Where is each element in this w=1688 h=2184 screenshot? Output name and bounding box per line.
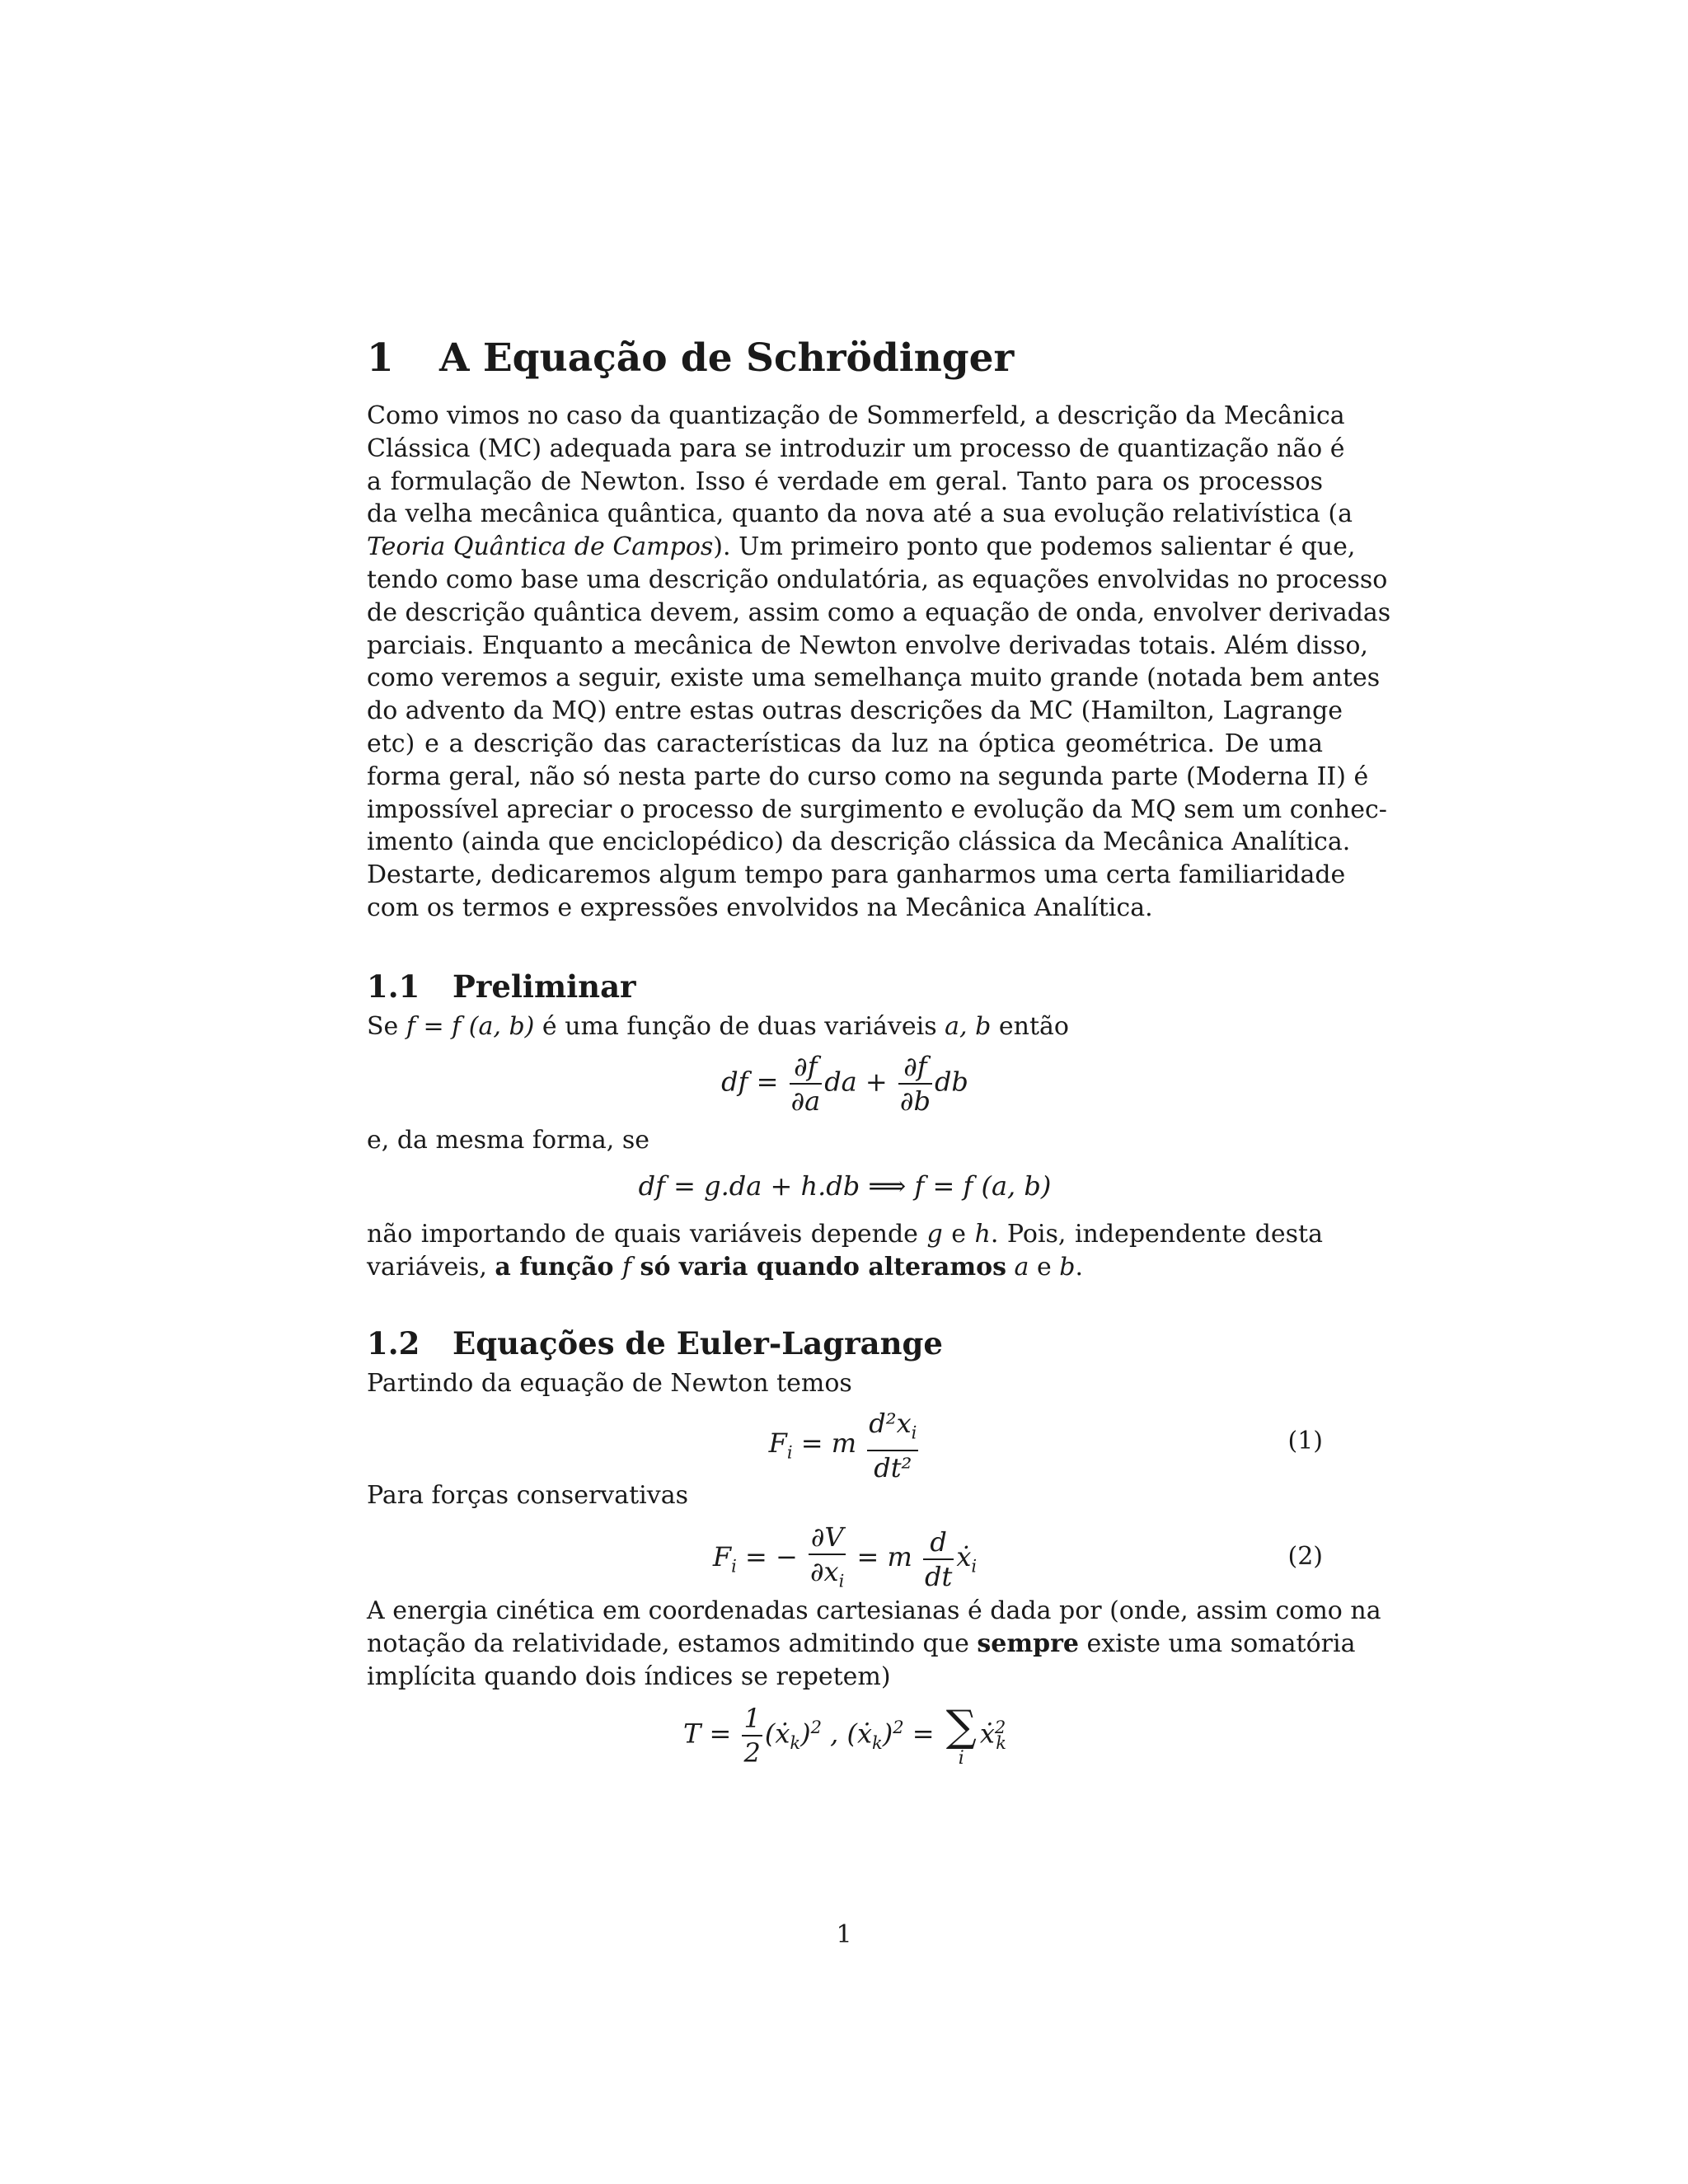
equation-implication: df = g.da + h.db ⟹ f = f (a, b) bbox=[638, 1169, 1052, 1202]
equation-1-newton: $F_i = m$ $\frac{d^2x_i}{\text{dt²}}$ (1) bbox=[768, 1408, 1323, 1483]
euler-text-3: A energia cinética em coordenadas cartesianas é dada por (onde, assim como na notação da relatividade, estamos admitindo que sempre existe uma somatória implícita quando dois índices se repetem) bbox=[367, 1596, 1381, 1691]
intro-line: de descrição quântica devem, assim como a equação de onda, envolver derivadas bbox=[367, 598, 1391, 627]
equation-number: (2) bbox=[1287, 1542, 1323, 1572]
intro-line: Destarte, dedicaremos algum tempo para ganharmos uma certa familiaridade bbox=[367, 860, 1346, 890]
intro-line: Teoria Quântica de Campos). Um primeiro ponto que podemos salientar é que, bbox=[367, 532, 1356, 562]
page-number: 1 bbox=[836, 1920, 852, 1949]
intro-line: parciais. Enquanto a mecânica de Newton envolve derivadas totais. Além disso, bbox=[367, 630, 1368, 660]
intro-line: do advento da MQ) entre estas outras descrições da MC (Hamilton, Lagrange bbox=[367, 696, 1343, 726]
equation-2-conservative: $F_i$ = − $\frac{\partial V}{\partial x_i}$ = m $\frac{d}{dt}$ ẋ$_i$ (2) bbox=[712, 1521, 1323, 1593]
preliminar-text-2: e, da mesma forma, se bbox=[367, 1125, 649, 1155]
intro-line: Clássica (MC) adequada para se introduzir um processo de quantização não é bbox=[367, 434, 1345, 463]
intro-line: imento (ainda que enciclopédico) da descrição clássica da Mecânica Analítica. bbox=[367, 827, 1351, 857]
intro-line: a formulação de Newton. Isso é verdade em geral. Tanto para os processos bbox=[367, 466, 1323, 496]
intro-line: forma geral, não só nesta parte do curso como na segunda parte (Moderna II) é bbox=[367, 762, 1369, 791]
euler-text-2: Para forças conservativas bbox=[367, 1481, 688, 1511]
intro-line: com os termos e expressões envolvidos na Mecânica Analítica. bbox=[367, 893, 1153, 922]
intro-line: impossível apreciar o processo de surgimento e evolução da MQ sem um conhec- bbox=[367, 794, 1387, 824]
intro-paragraph bbox=[367, 400, 1391, 925]
euler-text-1: Partindo da equação de Newton temos bbox=[367, 1369, 852, 1399]
subsection-heading-euler-lagrange: 1.2 Equações de Euler-Lagrange bbox=[367, 1325, 943, 1362]
section-number: 1 bbox=[367, 335, 394, 381]
intro-line: como veremos a seguir, existe uma semelhança muito grande (notada bem antes bbox=[367, 663, 1381, 693]
intro-line: etc) e a descrição das características da luz na óptica geométrica. De uma bbox=[367, 729, 1323, 758]
equation-kinetic-energy: T = $\frac{1}{2}$ (ẋ$_k$)$^2$ , (ẋ$_k$)$^2$ = ∑ i ẋ$^2_k$ bbox=[682, 1701, 1007, 1769]
subsection-heading-preliminar: 1.1 Preliminar bbox=[367, 968, 636, 1005]
equation-differential: df = $\frac{\partial f}{\partial a}$ da + $\frac{\partial f}{\partial b}$ db bbox=[721, 1050, 968, 1117]
intro-line: tendo como base uma descrição ondulatória, as equações envolvidas no processo bbox=[367, 565, 1388, 594]
italic-term: Teoria Quântica de Campos bbox=[367, 532, 714, 562]
intro-line: da velha mecânica quântica, quanto da nova até a sua evolução relativística (a bbox=[367, 499, 1353, 529]
preliminar-text-3: não importando de quais variáveis depende g e h. Pois, independente desta variáveis, a função f só varia quando alteramos a e b. bbox=[367, 1219, 1323, 1282]
equation-number: (1) bbox=[1287, 1427, 1323, 1456]
preliminar-intro: Se f = f (a, b) é uma função de duas variáveis a, b então bbox=[367, 1011, 1069, 1041]
document-page bbox=[367, 326, 1391, 1784]
section-heading bbox=[367, 326, 1323, 391]
intro-line: Como vimos no caso da quantização de Sommerfeld, a descrição da Mecânica bbox=[367, 401, 1345, 430]
section-title: A Equação de Schrödinger bbox=[439, 335, 1015, 381]
